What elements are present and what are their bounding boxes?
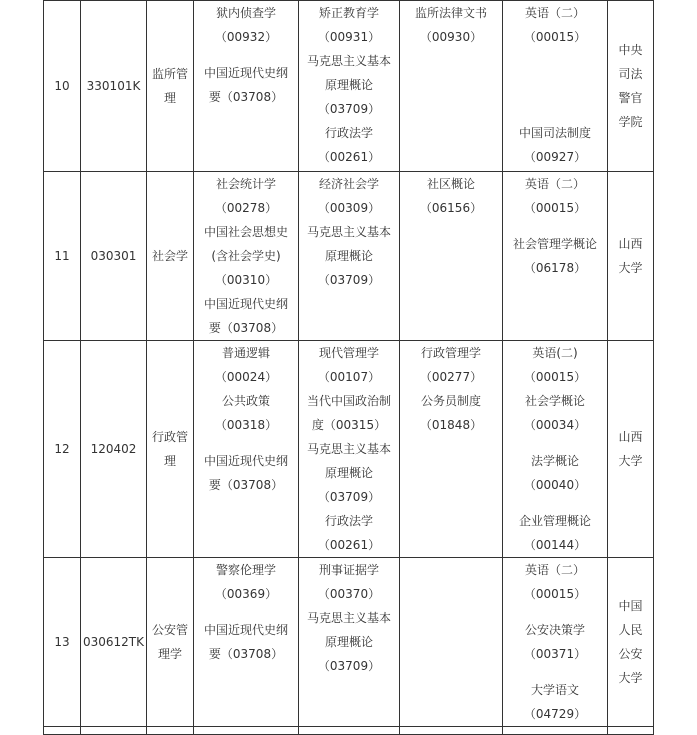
major-name (147, 341, 194, 558)
course-line: 中国近现代史纲 (203, 297, 288, 311)
course-line: 经济社会学 (318, 177, 379, 191)
course-line: （00932） (214, 30, 278, 44)
course-line: （00015） (523, 587, 587, 601)
course-line: （03709） (317, 659, 381, 673)
course-line: 中国近现代史纲 (203, 66, 288, 80)
course-cell (503, 1, 608, 172)
course-line: 社会统计学 (215, 177, 276, 191)
school-line: 中央 (618, 43, 643, 57)
major-name-line: 社会学 (151, 249, 188, 263)
major-name-line: 理学 (157, 647, 182, 661)
course-line: （00930） (419, 30, 483, 44)
school-line: 公安 (618, 647, 643, 661)
course-line: 度（00315） (311, 418, 387, 432)
course-line: （03709） (317, 102, 381, 116)
course-line: （00310） (214, 273, 278, 287)
course-line: 行政法学 (324, 514, 373, 528)
school-line: 人民 (618, 623, 643, 637)
course-line: （00369） (214, 587, 278, 601)
course-line: （00034） (523, 418, 587, 432)
course-cell (194, 558, 299, 727)
course-cell (400, 558, 503, 727)
course-line: 原理概论 (324, 249, 373, 263)
course-line: （00927） (523, 150, 587, 164)
course-line: （06178） (523, 261, 587, 275)
school-line: 警官 (618, 91, 643, 105)
course-line: 马克思主义基本 (306, 225, 391, 239)
course-cell (503, 341, 608, 558)
course-line: 狱内侦查学 (215, 6, 276, 20)
school-line: 山西 (618, 430, 643, 444)
school-line: 山西 (618, 237, 643, 251)
school-name (608, 172, 654, 341)
course-line: （00370） (317, 587, 381, 601)
course-line: 英语（二） (524, 6, 585, 20)
course-line: 当代中国政治制 (306, 394, 391, 408)
course-line: （00015） (523, 370, 587, 384)
course-line: 马克思主义基本 (306, 54, 391, 68)
school-line: 大学 (618, 261, 643, 275)
course-line: 刑事证据学 (318, 563, 379, 577)
row-number: 10 (44, 1, 81, 172)
course-line: 企业管理概论 (518, 514, 591, 528)
course-cell (299, 1, 400, 172)
exam-plan-table (43, 0, 654, 735)
major-name-line: 监所管 (151, 67, 188, 81)
major-code: 120402 (81, 341, 147, 558)
course-line: 要（03708） (208, 478, 284, 492)
course-cell (194, 341, 299, 558)
course-cell (400, 172, 503, 341)
course-line: （00277） (419, 370, 483, 384)
table-row (44, 558, 654, 727)
course-cell (299, 341, 400, 558)
course-line: （00931） (317, 30, 381, 44)
school-line: 中国 (618, 599, 643, 613)
course-line: 中国社会思想史 (203, 225, 288, 239)
school-line: 司法 (618, 67, 643, 81)
course-line: 要（03708） (208, 647, 284, 661)
course-line: （00144） (523, 538, 587, 552)
course-line: 原理概论 (324, 78, 373, 92)
major-code: 330101K (81, 1, 147, 172)
course-line: 英语(二) (532, 346, 578, 360)
course-line: 要（03708） (208, 90, 284, 104)
major-name-line: 理 (163, 454, 176, 468)
table-row (44, 172, 654, 341)
course-line: （00015） (523, 201, 587, 215)
table-row (44, 1, 654, 172)
major-name-line: 行政管 (151, 430, 188, 444)
school-name (608, 1, 654, 172)
course-line: （04729） (523, 707, 587, 721)
course-line: 中国近现代史纲 (203, 623, 288, 637)
course-line: （03709） (317, 273, 381, 287)
course-line: （00318） (214, 418, 278, 432)
course-cell (503, 558, 608, 727)
course-line: （06156） (419, 201, 483, 215)
major-name-line: 理 (163, 91, 176, 105)
course-line: （00371） (523, 647, 587, 661)
major-code: 030301 (81, 172, 147, 341)
course-line: 监所法律文书 (414, 6, 487, 20)
major-name (147, 172, 194, 341)
course-line: 公安决策学 (524, 623, 585, 637)
major-name (147, 558, 194, 727)
course-line: 社会学概论 (524, 394, 585, 408)
course-line: 普通逻辑 (221, 346, 270, 360)
course-line: 原理概论 (324, 635, 373, 649)
course-cell (299, 172, 400, 341)
course-line: 社区概论 (426, 177, 475, 191)
course-line: （00015） (523, 30, 587, 44)
course-cell (194, 1, 299, 172)
course-line: （00024） (214, 370, 278, 384)
course-line: 英语（二） (524, 177, 585, 191)
course-line: 马克思主义基本 (306, 442, 391, 456)
course-line: 现代管理学 (318, 346, 379, 360)
course-line: 行政法学 (324, 126, 373, 140)
course-line: 警察伦理学 (215, 563, 276, 577)
course-line: 行政管理学 (420, 346, 481, 360)
course-line: （00040） (523, 478, 587, 492)
major-name-line: 公安管 (151, 623, 188, 637)
course-cell (299, 558, 400, 727)
course-line: （01848） (419, 418, 483, 432)
school-name (608, 341, 654, 558)
course-line: 矫正教育学 (318, 6, 379, 20)
course-cell (194, 172, 299, 341)
course-line: (含社会学史) (211, 249, 281, 263)
course-line: 中国近现代史纲 (203, 454, 288, 468)
course-cell (400, 1, 503, 172)
row-number: 12 (44, 341, 81, 558)
course-line: 公务员制度 (420, 394, 481, 408)
course-line: （00261） (317, 538, 381, 552)
course-line: （00261） (317, 150, 381, 164)
row-number: 13 (44, 558, 81, 727)
course-line: （00278） (214, 201, 278, 215)
row-number: 11 (44, 172, 81, 341)
course-cell (400, 341, 503, 558)
school-line: 学院 (618, 115, 643, 129)
course-cell (503, 172, 608, 341)
course-line: 大学语文 (530, 683, 579, 697)
course-line: 要（03708） (208, 321, 284, 335)
course-line: 法学概论 (530, 454, 579, 468)
school-line: 大学 (618, 671, 643, 685)
course-line: 公共政策 (221, 394, 270, 408)
course-line: 中国司法制度 (518, 126, 591, 140)
course-line: （03709） (317, 490, 381, 504)
course-line: 原理概论 (324, 466, 373, 480)
table-row-partial (44, 727, 654, 735)
table-row (44, 341, 654, 558)
course-line: （00309） (317, 201, 381, 215)
course-line: 马克思主义基本 (306, 611, 391, 625)
school-line: 大学 (618, 454, 643, 468)
course-line: 英语（二） (524, 563, 585, 577)
course-line: 社会管理学概论 (512, 237, 597, 251)
course-line: （00107） (317, 370, 381, 384)
major-code: 030612TK (81, 558, 147, 727)
major-name (147, 1, 194, 172)
school-name (608, 558, 654, 727)
